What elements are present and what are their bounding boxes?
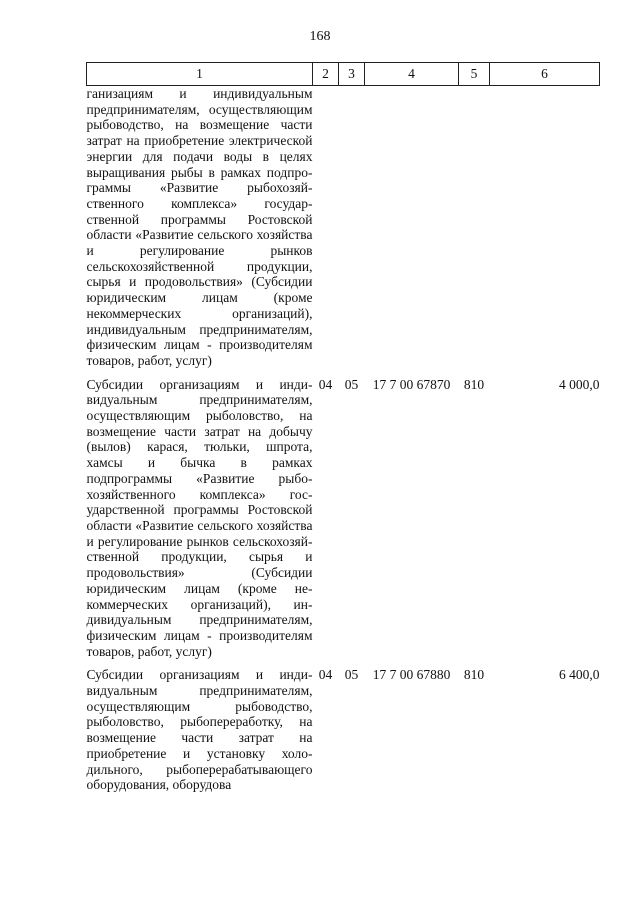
row-section: [313, 86, 339, 369]
row-target-code: 17 7 00 67880: [372, 667, 451, 683]
row-expense-type: 810: [463, 667, 485, 683]
row-section: 04: [318, 376, 333, 392]
row-subsection: [339, 86, 365, 369]
row-description: Субсидии организациям и индивидуальным предпринимателям, осуществляющим рыбоводство, рыболовство, рыбопереработку, на возмещение части затрат на приобретение и установку холодильного, рыбоперерабатывающего оборудования, оборудова: [86, 667, 313, 793]
column-header-3: 3: [339, 63, 365, 86]
column-header-6: 6: [490, 63, 600, 86]
column-header-4: 4: [365, 63, 459, 86]
table-row: [87, 667, 600, 793]
row-subsection: 05: [344, 667, 359, 683]
row-target-code: [365, 86, 459, 369]
table-header-row: [87, 63, 600, 86]
row-amount: [490, 86, 600, 369]
column-header-1: 1: [87, 63, 313, 86]
row-separator: [87, 659, 600, 667]
row-subsection: 05: [344, 376, 359, 392]
row-target-code: 17 7 00 67870: [372, 376, 451, 392]
budget-table: [86, 62, 600, 793]
page-number: 168: [309, 29, 331, 44]
row-description: ганизациям и индивидуальным предпринимателям, осуществляющим рыбоводство, на возмещение части затрат на приобретение электрической энергии для подачи воды в целях выращивания рыбы в рамках подпрограммы «Развитие рыбохозяйственного комплекса» государственной программы Ростовской области «Развитие сельского хозяйства и регулирование рынков сельскохозяйственной продукции, сырья и продовольствия» (Субсидии юридическим лицам (кроме некоммерческих организаций), индивидуальным предпринимателям, физическим лицам - производителям товаров, работ, услуг): [86, 86, 313, 368]
row-separator: [87, 369, 600, 377]
column-header-2: 2: [313, 63, 339, 86]
row-amount: 6 400,0: [559, 667, 600, 683]
row-section: 04: [318, 667, 333, 683]
column-header-5: 5: [459, 63, 490, 86]
row-expense-type: [459, 86, 490, 369]
row-description: Субсидии организациям и индивидуальным предпринимателям, осуществляющим рыболовство, на возмещение части затрат на добычу (вылов) карася, тюльки, шпрота, хамсы и бычка в рамках подпрограммы «Развитие рыбохозяйственного комплекса» государственной программы Ростовской области «Развитие сельского хозяйства и регулирование рынков сельскохозяйственной продукции, сырья и продовольствия» (Субсидии юридическим лицам (кроме некоммерческих организаций), индивидуальным предпринимателям, физическим лицам - производителям товаров, работ, услуг): [86, 376, 313, 659]
table-row: [87, 86, 600, 369]
row-expense-type: 810: [463, 376, 485, 392]
table-row: [87, 377, 600, 660]
row-amount: 4 000,0: [559, 376, 600, 392]
